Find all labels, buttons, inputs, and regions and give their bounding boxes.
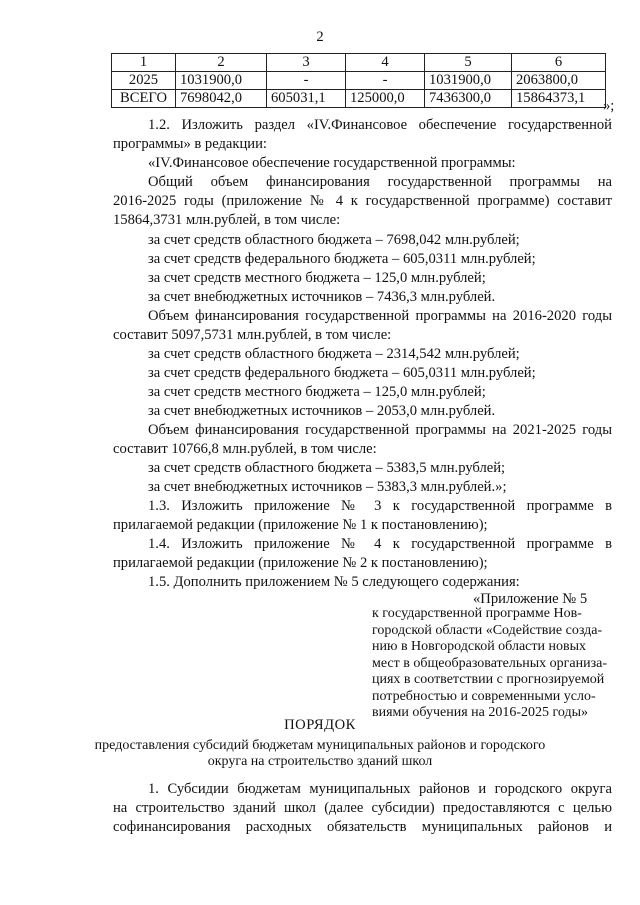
- table-cell: 3: [267, 54, 346, 72]
- table-cell: 1031900,0: [425, 72, 512, 90]
- table-cell: 6: [512, 54, 606, 72]
- document-subtitle: [0, 738, 640, 770]
- appendix-reference: [372, 606, 607, 722]
- table-cell: 7698042,0: [176, 90, 267, 108]
- paragraph-line: на строительство зданий школ (далее субсидии) предоставляются с целью: [113, 800, 612, 816]
- table-cell: ВСЕГО: [112, 90, 176, 108]
- paragraph-line: 1.3. Изложить приложение № 3 к государственной программе в: [148, 498, 612, 514]
- table-cell: 15864373,1: [512, 90, 606, 108]
- table-cell: -: [267, 72, 346, 90]
- paragraph-line: 2016-2025 годы (приложение № 4 к государственной программе) составит: [113, 193, 612, 209]
- appendix-line: мест в общеобразовательных организа-: [372, 655, 607, 671]
- table-tail: »;: [603, 98, 615, 114]
- table-cell: 4: [346, 54, 425, 72]
- paragraph-line: 1. Субсидии бюджетам муниципальных районов и городского округа: [148, 781, 612, 797]
- table-cell: 2025: [112, 72, 176, 90]
- paragraph-line: за счет средств областного бюджета – 5383,5 млн.рублей;: [148, 460, 506, 476]
- table-cell: 5: [425, 54, 512, 72]
- paragraph-line: за счет средств местного бюджета – 125,0 млн.рублей;: [148, 384, 486, 400]
- table-header-row: [112, 54, 606, 72]
- table-cell: 605031,1: [267, 90, 346, 108]
- finance-table: [111, 53, 606, 108]
- paragraph-line: 15864,3731 млн.рублей, в том числе:: [113, 212, 341, 228]
- appendix-line: потребностью и современными усло-: [372, 688, 596, 704]
- paragraph-line: составит 10766,8 млн.рублей, в том числе:: [113, 441, 377, 457]
- table-cell: 7436300,0: [425, 90, 512, 108]
- paragraph-line: составит 5097,5731 млн.рублей, в том числе:: [113, 327, 392, 343]
- appendix-line: циях в соответствии с прогнозируемой: [372, 672, 605, 687]
- paragraph-line: 1.5. Дополнить приложением № 5 следующего содержания:: [148, 574, 520, 590]
- paragraph-line: Общий объем финансирования государственной программы на: [148, 174, 612, 190]
- paragraph-line: Объем финансирования государственной программы на 2021-2025 годы: [148, 422, 612, 438]
- paragraph-line: Объем финансирования государственной программы на 2016-2020 годы: [148, 308, 612, 324]
- paragraph-line: за счет внебюджетных источников – 5383,3 млн.рублей.»;: [148, 479, 507, 495]
- paragraph-line: за счет средств федерального бюджета – 605,0311 млн.рублей;: [148, 365, 536, 381]
- appendix-line: нию в Новгородской области новых: [372, 639, 586, 654]
- appendix-line: к государственной программе Нов-: [372, 606, 582, 621]
- table-cell: 2: [176, 54, 267, 72]
- paragraph-line: за счет средств областного бюджета – 2314,542 млн.рублей;: [148, 346, 520, 362]
- paragraph-line: за счет средств областного бюджета – 7698,042 млн.рублей;: [148, 232, 520, 248]
- subtitle-line: предоставления субсидий бюджетам муниципальных районов и городского: [94, 738, 546, 753]
- paragraph-line: за счет внебюджетных источников – 7436,3 млн.рублей.: [148, 289, 496, 305]
- paragraph-line: софинансирования расходных обязательств муниципальных районов и: [113, 819, 612, 835]
- table-row: [112, 72, 606, 90]
- paragraph-line: «IV.Финансовое обеспечение государственной программы:: [148, 155, 516, 171]
- table-cell: 125000,0: [346, 90, 425, 108]
- paragraph-line: 1.2. Изложить раздел «IV.Финансовое обеспечение государственной: [148, 117, 612, 133]
- page-number: 2: [316, 29, 324, 45]
- paragraph-line: программы» в редакции:: [113, 136, 267, 152]
- table-cell: 2063800,0: [512, 72, 606, 90]
- paragraph-line: прилагаемой редакции (приложение № 2 к постановлению);: [113, 555, 488, 571]
- table-cell: 1031900,0: [176, 72, 267, 90]
- table-cell: 1: [112, 54, 176, 72]
- appendix-line: городской области «Содействие созда-: [372, 622, 603, 638]
- document-title: ПОРЯДОК: [284, 717, 356, 733]
- table-cell: -: [346, 72, 425, 90]
- paragraph-line: прилагаемой редакции (приложение № 1 к постановлению);: [113, 517, 488, 533]
- paragraph-line: за счет средств федерального бюджета – 605,0311 млн.рублей;: [148, 251, 536, 267]
- paragraph-line: за счет средств местного бюджета – 125,0 млн.рублей;: [148, 270, 486, 286]
- appendix-heading: «Приложение № 5: [473, 591, 588, 607]
- subtitle-line: округа на строительство зданий школ: [207, 754, 433, 769]
- table-row: [112, 90, 606, 108]
- appendix-line: виями обучения на 2016-2025 годы»: [372, 705, 589, 720]
- paragraph-line: 1.4. Изложить приложение № 4 к государственной программе в: [148, 536, 612, 552]
- paragraph-line: за счет внебюджетных источников – 2053,0 млн.рублей.: [148, 403, 496, 419]
